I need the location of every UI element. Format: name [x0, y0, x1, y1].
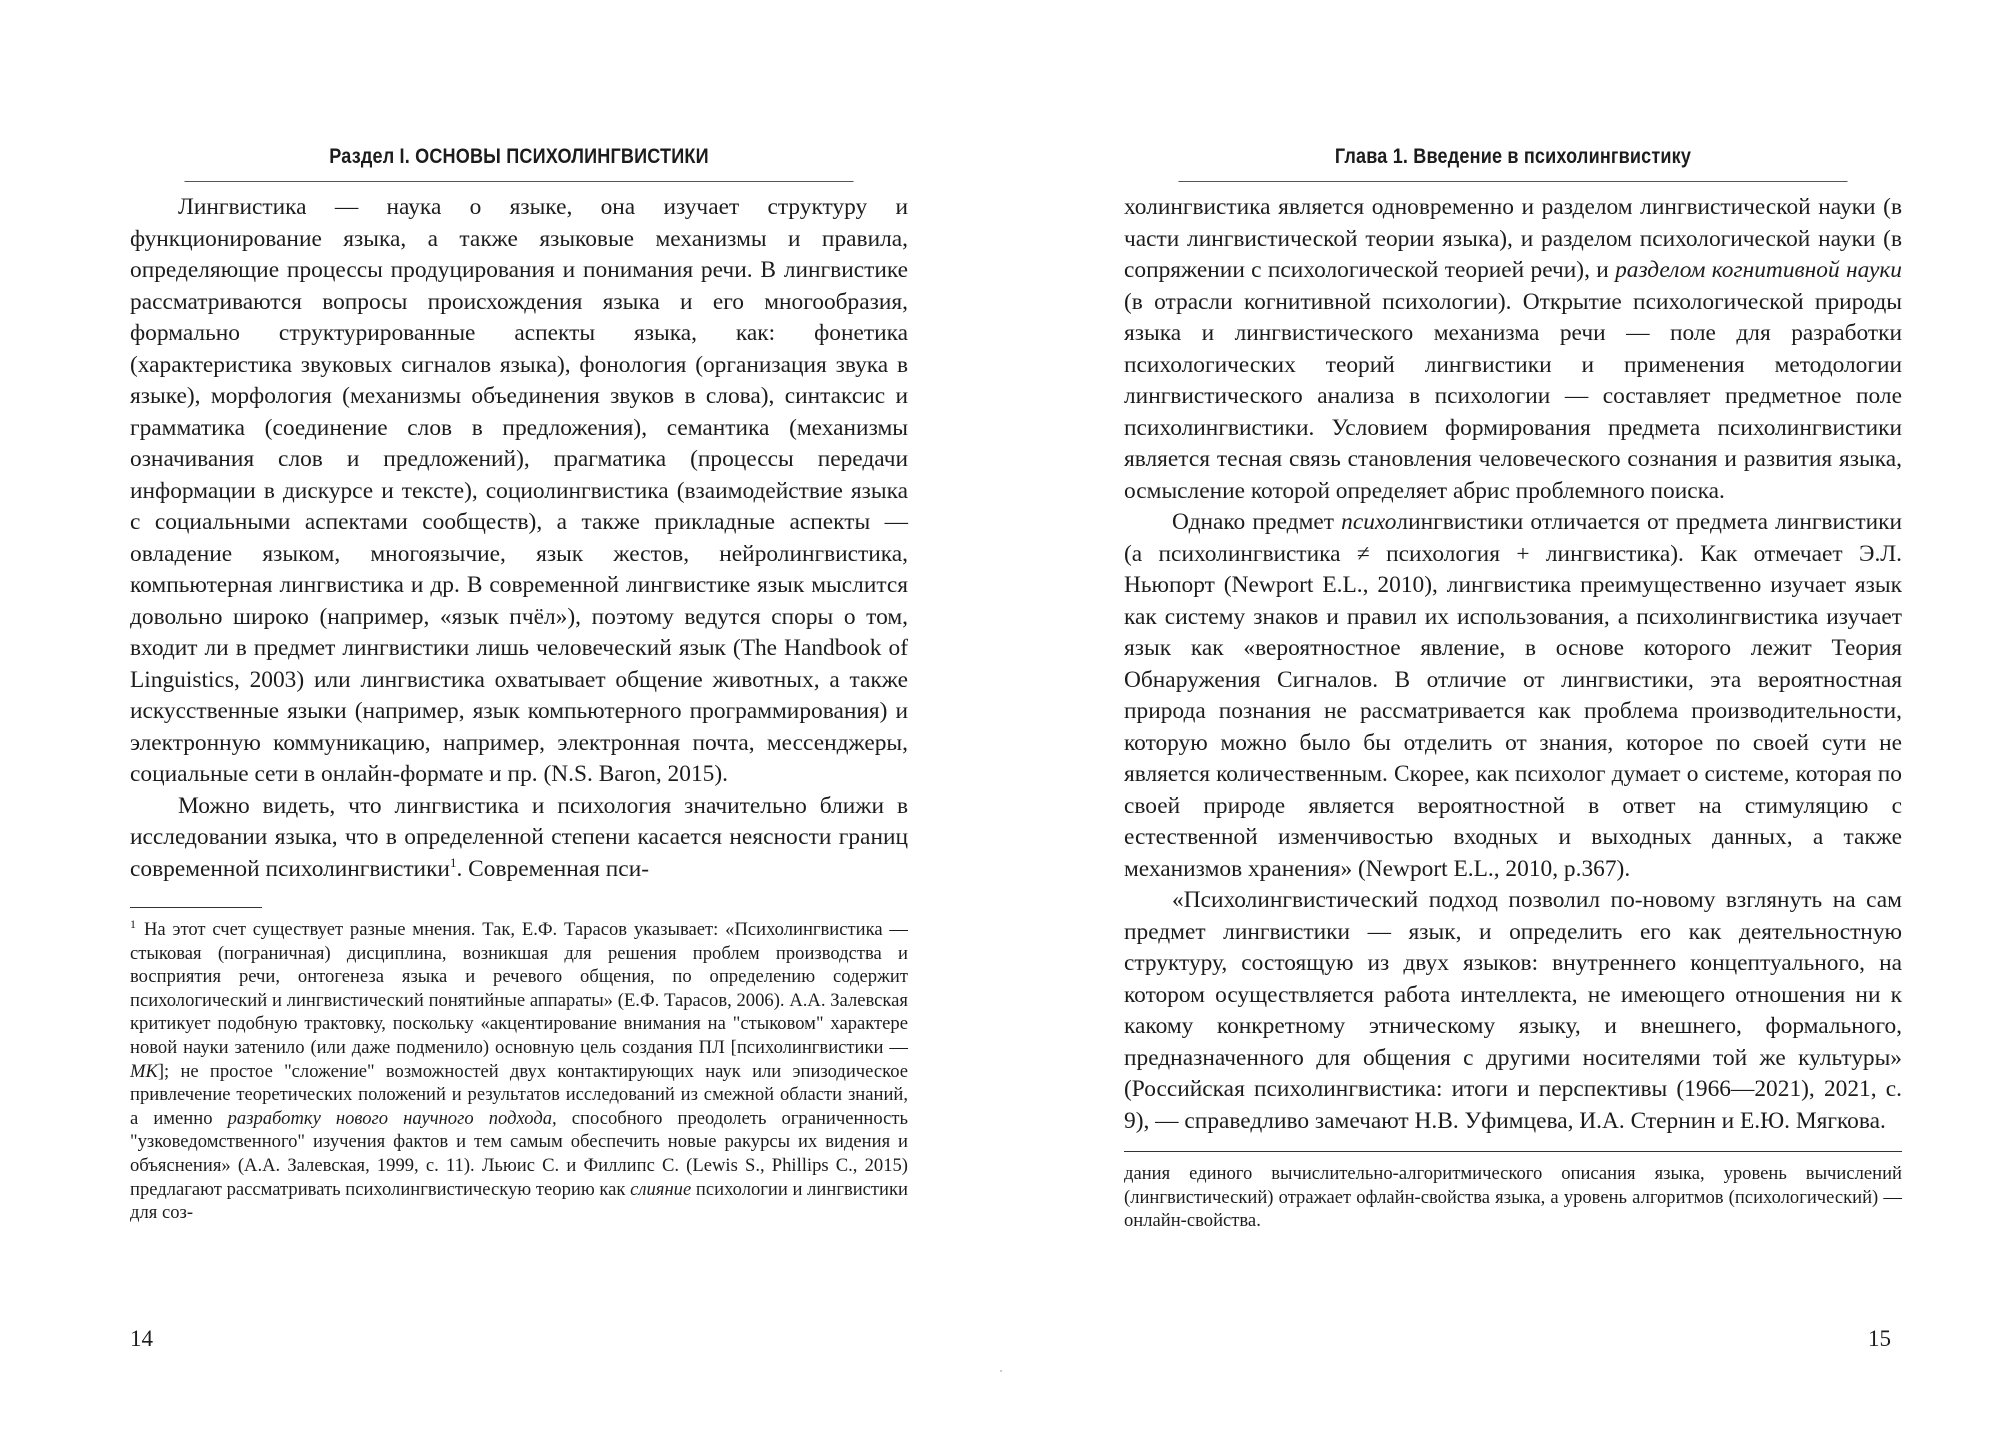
right-footnote-divider [1124, 1151, 1902, 1152]
right-p1-text-b: (в отрасли когнитивной психологии). Открытие психологической природы языка и лингвистического механизма речи — поле для разработки психологических теорий лингвистики и применения методологии лингвистического анализа в психологии — составляет предметное поле психолингвистики. Условием формирования предмета психолингвистики является тесная связь становления человеческого сознания и развития языка, осмысление которой определяет абрис проблемного поиска. [1124, 288, 1902, 504]
footnote-mark: 1 [130, 916, 136, 931]
footnote-initials: МК [130, 1060, 158, 1082]
footnote-divider [130, 907, 262, 908]
right-paragraph-2 [1124, 507, 1902, 885]
gutter-mark [1000, 1370, 1002, 1372]
left-footnote [130, 918, 908, 1225]
right-p2-text-b: лингвистики отличается от предмета лингвистики (а психолингвистика ≠ психология + лингвистика). Как отмечает Э.Л. Ньюпорт (Newport E.L., 2010), лингвистика преимущественно изучает язык как систему знаков и правил их использования, а психолингвистика изучает язык как «вероятностное явление, в основе которого лежит Теория Обнаружения Сигналов. В отличие от лингвистики, эта вероятностная природа познания не рассматривается как проблема производительности, которую можно было бы отделить от знания, которое по своей сути не является количественным. Скорее, как психолог думает о системе, которая по своей природе является вероятностной в ответ на стимуляцию с естественной изменчивостью входных и выходных данных, а также механизмов хранения» (Newport E.L., 2010, p.367). [1124, 509, 1902, 882]
footnote-text-a: На этот счет существует разные мнения. Так, Е.Ф. Тарасов указывает: «Психолингвистика — стыковая (пограничная) дисциплина, возникшая для решения проблем производства и восприятия речи, онтогенеза языка и речевого общения, по определению содержит психологический и лингвистический понятийные аппараты» (Е.Ф. Тарасов, 2006). А.А. Залевская критикует подобную трактовку, поскольку «акцентирование внимания на "стыковом" характере новой науки затенило (или даже подменило) основную цель создания ПЛ [психолингвистики — [130, 919, 908, 1058]
right-running-head: Глава 1. Введение в психолингвистику [1178, 145, 1847, 182]
left-paragraph-1: Лингвистика — наука о языке, она изучает структуру и функционирование языка, а также языковые механизмы и правила, определяющие процессы продуцирования и понимания речи. В лингвистике рассматриваются вопросы происхождения языка и его многообразия, формально структурированные аспекты языка, как: фонетика (характеристика звуковых сигналов языка), фонология (организация звука в языке), морфология (механизмы объединения звуков в слова), синтаксис и грамматика (соединение слов в предложения), семантика (механизмы означивания слов и предложений), прагматика (процессы передачи информации в дискурсе и тексте), социолингвистика (взаимодействие языка с социальными аспектами сообществ), а также прикладные аспекты — овладение языком, многоязычие, язык жестов, нейролингвистика, компьютерная лингвистика и др. В современной лингвистике язык мыслится довольно широко (например, «язык пчёл»), поэтому ведутся споры о том, входит ли в предмет лингвистики лишь человеческий язык (The Handbook of Linguistics, 2003) или лингвистика охватывает общение животных, а также искусственные языки (например, язык компьютерного программирования) и электронную коммуникацию, например, электронная почта, мессенджеры, социальные сети в онлайн-формате и пр. (N.S. Baron, 2015). [130, 194, 908, 787]
right-footnote [1124, 1162, 1902, 1233]
right-p1-text-a: холингвистика является одновременно и разделом лингвистической науки (в части лингвистической теории языка), и разделом психологической науки (в сопряжении с психологической теорией речи), и [1124, 194, 1902, 283]
left-page-number: 14 [130, 1326, 153, 1351]
right-p1-italic: разделом когнитивной науки [1615, 257, 1902, 283]
left-paragraph-2-tail: . Современная пси- [456, 855, 649, 882]
footnote-text-b: ]; не простое "сложение" возможностей двух контактирующих наук или эпизодическое привлечение теоретических положений и результатов исследований из смежной области знаний, а именно [130, 1060, 908, 1129]
right-page-number: 15 [1868, 1326, 1891, 1351]
left-running-head: Раздел I. ОСНОВЫ ПСИХОЛИНГВИСТИКИ [184, 145, 853, 182]
left-body-text [130, 192, 908, 885]
footnote-text-c: способного преодолеть ограниченность "узковедомственного" изучения фактов и тем самым обеспечить новые ракурсы их видения и объяснения» (А.А. Залевская, 1999, с. 11). Льюис С. и Филлипс С. (Lewis S., Phillips C., 2015) предлагают рассматривать психолингвистическую теорию как [130, 1107, 909, 1200]
right-paragraph-3: «Психолингвистический подход позволил по-новому взглянуть на сам предмет лингвистики — язык, и определить его как деятельностную структуру, состоящую из двух языков: внутреннего концептуального, на котором осуществляется работа интеллекта, не имеющего отношения ни к какому конкретному этническому языку, и внешнего, формального, предназначенного для общения с другими носителями той же культуры» (Российская психолингвистика: итоги и перспективы (1966—2021), 2021, с. 9), — справедливо замечают Н.В. Уфимцева, И.А. Стернин и Е.Ю. Мягкова. [1124, 887, 1902, 1134]
footnote-reference[interactable]: 1 [449, 854, 457, 870]
right-paragraph-1 [1124, 192, 1902, 507]
left-page [130, 145, 908, 1225]
footnote-text-d: психологии и лингвистики для соз- [130, 1178, 908, 1224]
footnote-italic-word: слияние [630, 1178, 692, 1200]
right-page [1124, 145, 1902, 1233]
left-paragraph-2-text: Можно видеть, что лингвистика и психология значительно ближи в исследовании языка, что в определенной степени касается неясности границ современной психолингвистики [130, 792, 908, 882]
right-footnote-text: дания единого вычислительно-алгоритмического описания языка, уровень вычислений (лингвистический) отражает офлайн-свойства языка, а уровень алгоритмов (психологический) — онлайн-свойства. [1124, 1163, 1902, 1232]
left-paragraph-2 [130, 791, 908, 886]
footnote-italic-phrase: разработку нового научного подхода, [227, 1107, 557, 1129]
right-body-text [1124, 192, 1902, 1137]
right-p2-text-a: Однако предмет [1172, 509, 1342, 535]
right-p2-italic: психо [1341, 509, 1397, 535]
